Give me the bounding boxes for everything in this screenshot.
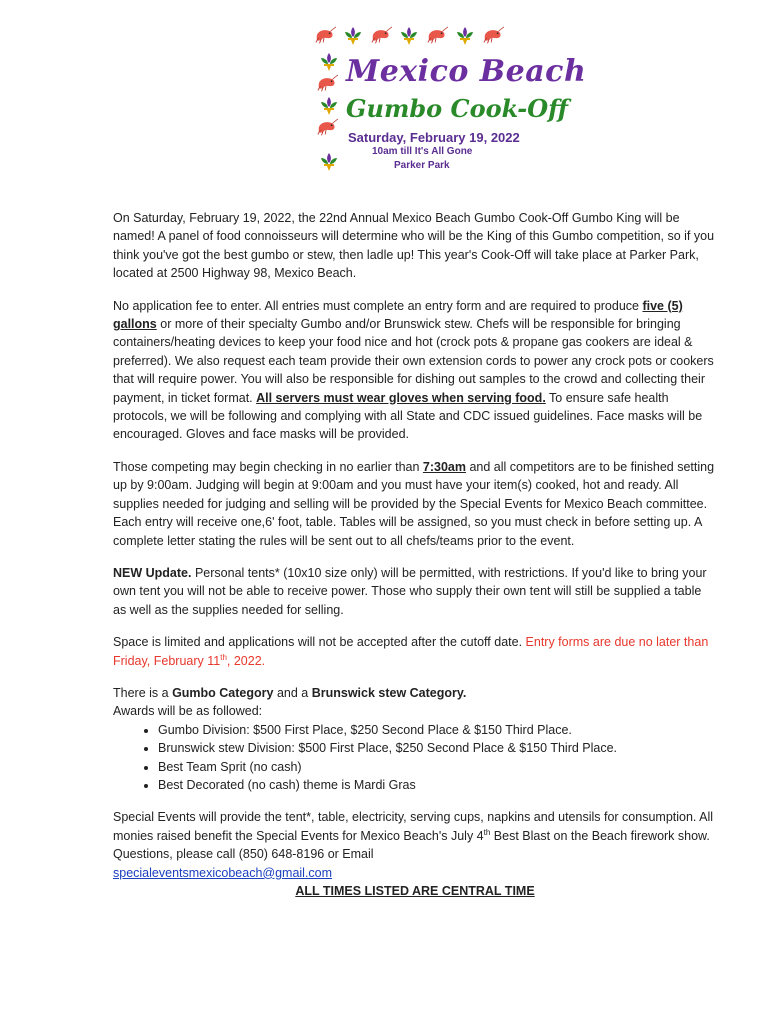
list-item: • Best Team Sprit (no cash) bbox=[158, 758, 717, 776]
shrimp-icon bbox=[426, 26, 448, 46]
intro-paragraph: On Saturday, February 19, 2022, the 22nd Annual Mexico Beach Gumbo Cook-Off Gumbo King will be named! A panel of food connoisseurs will determine who will be the King of this Gumbo competition, so if you think you've got the best gumbo or stew, then ladle up! This year's Cook-Off will take place at Parker Park, located at 2500 Highway 98, Mexico Beach. bbox=[113, 211, 715, 281]
text-run: or more of their specialty Gumbo and/or Brunswick stew. Chefs will be responsible for bringing containers/heating devices to keep your food nice and hot (crock pots & propane gas cookers are ideal & preferred). We also request each team provide their own extension cords to power any crock pots or cookers that will require power. You will also be responsible for dishing out samples to the crowd and collecting their payment, in ticket format. bbox=[113, 317, 714, 405]
new-update-label: NEW Update. bbox=[113, 565, 192, 580]
gloves-requirement: All servers must wear gloves when serving food. bbox=[256, 390, 546, 405]
email-link[interactable]: specialeventsmexicobeach@gmail.com bbox=[113, 865, 333, 880]
categories-paragraph bbox=[113, 684, 717, 721]
list-item: • Brunswick stew Division: $500 First Place, $250 Second Place & $150 Third Place. bbox=[158, 739, 717, 757]
awards-intro: Awards will be as followed: bbox=[113, 704, 263, 719]
tent-update-paragraph bbox=[113, 564, 717, 619]
text-run: and all competitors are to be finished setting up by 9:00am. Judging will begin at 9:00am and you must have your item(s) cooked, hot and ready. All supplies needed for judging and selling will be provided by the Special Events for Mexico Beach committee. Each entry will receive one,6' foot, table. Tables will be assigned, so you must check in before setting up. A complete letter stating the rules will be sent out to all chefs/teams prior to the event. bbox=[113, 459, 715, 548]
text-run: and a bbox=[273, 685, 312, 700]
text-run: To ensure safe health protocols, we will be following and complying with all State and CDC issued guidelines. Face masks will be encouraged. Gloves and face masks will be provided. bbox=[113, 390, 703, 442]
fleur-de-lis-icon bbox=[454, 26, 476, 46]
letter-body bbox=[113, 209, 717, 914]
event-location: Parker Park bbox=[394, 160, 450, 171]
fleur-de-lis-icon bbox=[342, 26, 364, 46]
brunswick-category: Brunswick stew Category. bbox=[311, 685, 467, 700]
fleur-de-lis-icon bbox=[318, 52, 340, 72]
deadline-paragraph bbox=[113, 633, 717, 670]
entry-requirements-paragraph bbox=[113, 297, 717, 444]
event-date: Saturday, February 19, 2022 bbox=[348, 130, 520, 145]
awards-list bbox=[113, 721, 717, 795]
deadline-text: Entry forms are due no later than Friday, February 11th, 2022. bbox=[113, 635, 709, 668]
decorative-icon-row bbox=[314, 26, 504, 46]
gumbo-category: Gumbo Category bbox=[172, 685, 274, 700]
check-in-time: 7:30am bbox=[422, 459, 466, 474]
text-run: Best Blast on the Beach firework show. Questions, please call (850) 648-8196 or Email bbox=[113, 828, 710, 862]
text-run: Special Events will provide the tent*, table, electricity, serving cups, napkins and utensils for consumption. All monies raised benefit the Special Events for Mexico Beach's July 4 bbox=[113, 810, 714, 843]
fleur-de-lis-icon bbox=[398, 26, 420, 46]
event-time: 10am till It's All Gone bbox=[372, 146, 473, 157]
shrimp-icon bbox=[482, 26, 504, 46]
event-title: Mexico Beach bbox=[346, 54, 587, 89]
text-run: There is a bbox=[113, 685, 173, 700]
text-run: No application fee to enter. All entries must complete an entry form and are required to produce bbox=[113, 298, 643, 313]
shrimp-icon bbox=[370, 26, 392, 46]
fleur-de-lis-icon bbox=[318, 152, 340, 172]
text-run: Personal tents* (10x10 size only) will be permitted, with restrictions. If you'd like to bring your own tent you will not be able to receive power. Those who supply their own tent will still be supplied a table as well as the supplies needed for selling. bbox=[113, 565, 707, 617]
text-run: Those competing may begin checking in no earlier than bbox=[113, 459, 423, 474]
shrimp-icon bbox=[316, 118, 338, 138]
shrimp-icon bbox=[314, 26, 336, 46]
event-subtitle: Gumbo Cook-Off bbox=[346, 94, 568, 123]
shrimp-icon bbox=[316, 74, 338, 94]
gallons-requirement: five (5) gallons bbox=[113, 298, 683, 332]
central-time-note: ALL TIMES LISTED ARE CENTRAL TIME bbox=[295, 884, 535, 898]
event-header bbox=[308, 18, 587, 178]
contact-paragraph: Special Events will provide the tent*, table, electricity, serving cups, napkins and utensils for consumption. All monies raised benefit the Special Events for Mexico Beach's July 4th Best Blast on the Beach firework show. Questions, please call (850) 648-8196 or Email specialeventsmexicobeach@gmail.com bbox=[113, 810, 714, 880]
text-run: Space is limited and applications will not be accepted after the cutoff date. bbox=[113, 635, 526, 650]
list-item: • Best Decorated (no cash) theme is Mardi Gras bbox=[158, 776, 717, 794]
list-item: • Gumbo Division: $500 First Place, $250 Second Place & $150 Third Place. bbox=[158, 721, 717, 739]
fleur-de-lis-icon bbox=[318, 96, 340, 116]
check-in-paragraph bbox=[113, 458, 717, 550]
